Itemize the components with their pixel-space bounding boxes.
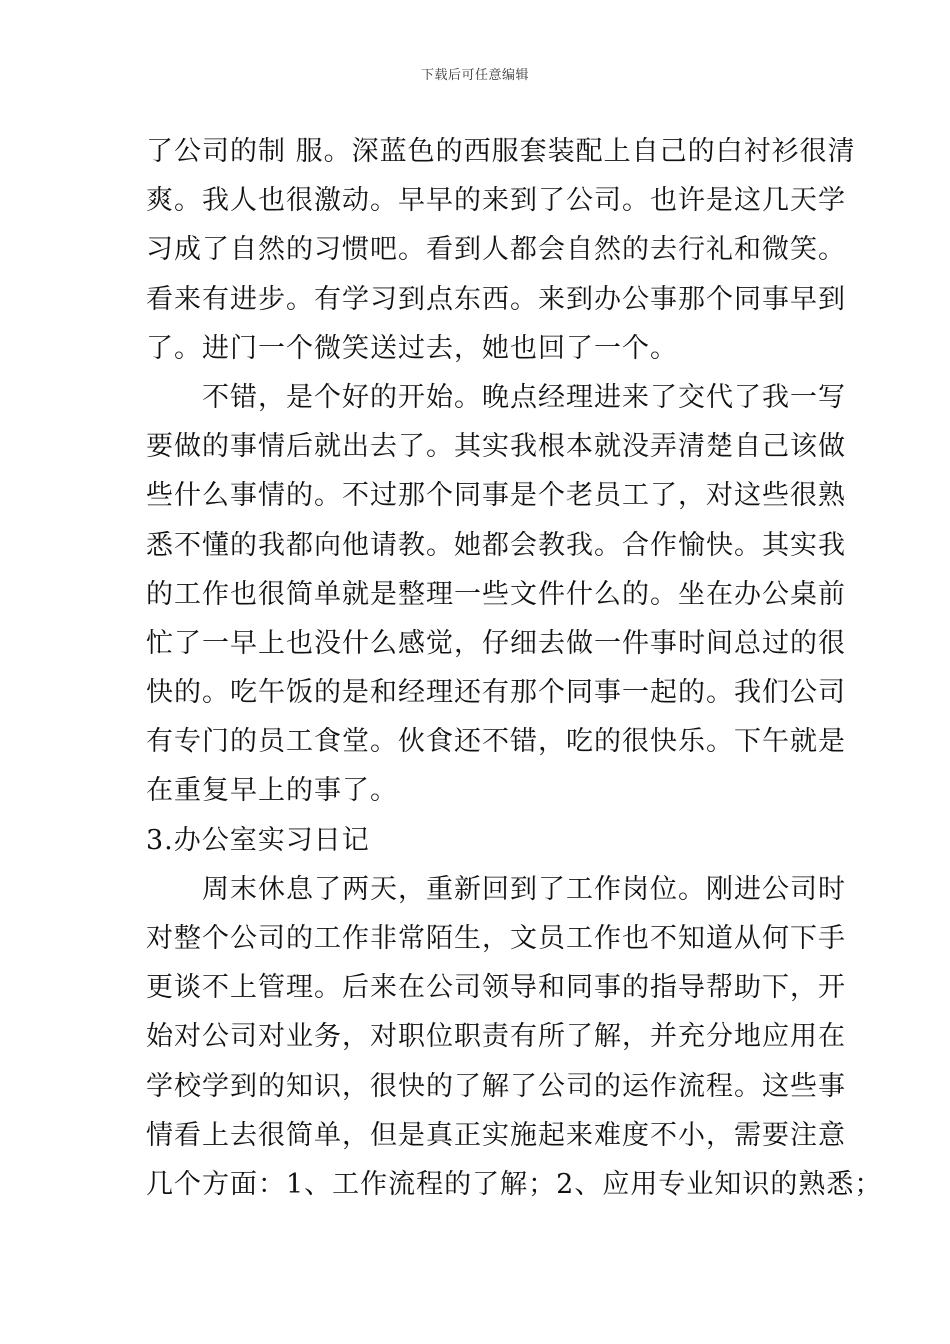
text-line: 看来有进步。有学习到点东西。来到办公事那个同事早到	[146, 283, 846, 315]
text-line: 要做的事情后就出去了。其实我根本就没弄清楚自己该做	[146, 431, 846, 463]
text-line: 了公司的制 服。深蓝色的西服套装配上自己的白衬衫很清	[146, 136, 856, 167]
text-line: 爽。我人也很激动。早早的来到了公司。也许是这几天学	[146, 185, 846, 217]
text-line: 学校学到的知识，很快的了解了公司的运作流程。这些事	[146, 1070, 846, 1102]
text-line: 些什么事情的。不过那个同事是个老员工了，对这些很熟	[146, 480, 846, 512]
paragraph-start-line: 周末休息了两天，重新回到了工作岗位。刚进公司时	[202, 873, 846, 905]
paragraph-start-line: 不错，是个好的开始。晚点经理进来了交代了我一写	[202, 381, 846, 413]
text-line: 更谈不上管理。后来在公司领导和同事的指导帮助下，开	[146, 972, 846, 1004]
text-line: 对整个公司的工作非常陌生，文员工作也不知道从何下手	[146, 923, 846, 954]
text-line: 几个方面：1、工作流程的了解；2、应用专业知识的熟悉；	[146, 1168, 883, 1200]
text-line: 始对公司对业务，对职位职责有所了解，并充分地应用在	[146, 1021, 846, 1053]
text-line: 习成了自然的习惯吧。看到人都会自然的去行礼和微笑。	[146, 234, 846, 266]
text-line: 忙了一早上也没什么感觉，仔细去做一件事时间总过的很	[146, 627, 846, 659]
text-line: 快的。吃午饭的是和经理还有那个同事一起的。我们公司	[146, 677, 846, 709]
text-line: 悉不懂的我都向他请教。她都会教我。合作愉快。其实我	[146, 529, 846, 561]
text-line: 有专门的员工食堂。伙食还不错，吃的很快乐。下午就是	[146, 726, 846, 758]
text-line: 的工作也很简单就是整理一些文件什么的。坐在办公桌前	[146, 578, 846, 610]
section-heading: 3.办公室实习日记	[146, 824, 370, 856]
text-line: 了。进门一个微笑送过去，她也回了一个。	[146, 332, 678, 364]
page-header: 下载后可任意编辑	[420, 68, 529, 83]
document-body	[146, 127, 883, 1209]
text-line: 情看上去很简单，但是真正实施起来难度不小，需要注意	[146, 1119, 846, 1151]
text-line: 在重复早上的事了。	[146, 775, 398, 807]
